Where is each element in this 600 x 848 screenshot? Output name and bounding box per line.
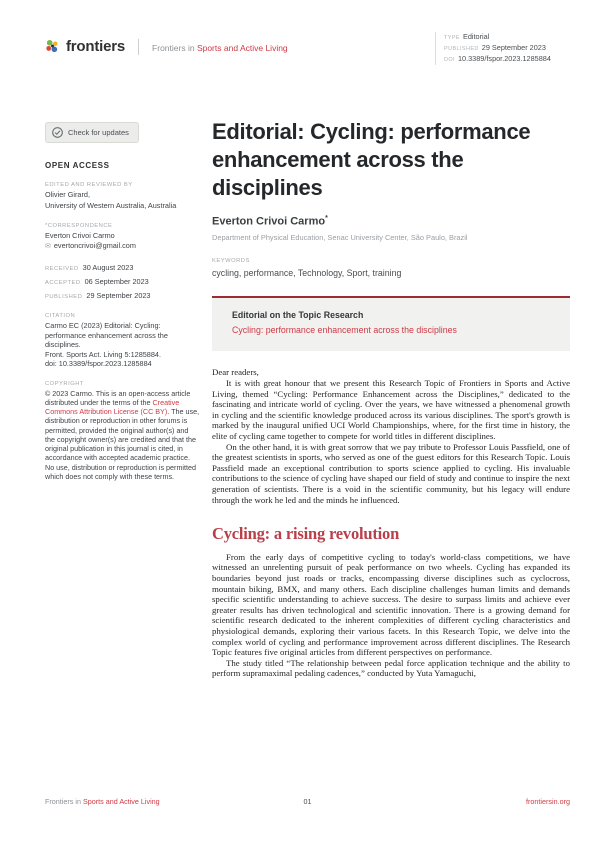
- journal-title: [152, 41, 288, 53]
- citation-label: CITATION: [45, 313, 76, 320]
- cc-by-license-link[interactable]: Creative Commons Attribution License (CC BY): [45, 398, 180, 417]
- check-for-updates-label: Check for updates: [68, 128, 129, 137]
- correspondence-name: Everton Crivoi Carmo: [45, 230, 115, 240]
- footer-journal-prefix: Frontiers in: [45, 797, 81, 806]
- copyright-text: [45, 389, 200, 481]
- brand-divider: [138, 39, 139, 55]
- envelope-icon: ✉: [45, 243, 51, 251]
- editor-affiliation: University of Western Australia, Australia: [45, 201, 177, 211]
- page-footer: [45, 797, 570, 806]
- open-access-badge: OPEN ACCESS: [45, 161, 110, 170]
- check-for-updates-button[interactable]: [45, 122, 139, 143]
- journal-name: Sports and Active Living: [196, 42, 288, 53]
- topic-box-heading: Editorial on the Topic Research: [232, 310, 364, 321]
- author-affiliation: Department of Physical Education, Senac University Center, São Paulo, Brazil: [212, 233, 468, 243]
- received-row: [45, 263, 200, 274]
- section-heading: Cycling: a rising revolution: [212, 524, 400, 544]
- research-topic-link[interactable]: Cycling: performance enhancement across the disciplines: [232, 325, 457, 336]
- published-label: PUBLISHED: [45, 293, 83, 300]
- crossmark-icon: [52, 127, 63, 138]
- article-title: Editorial: Cycling: performance enhancement across the disciplines: [212, 119, 531, 200]
- body-paragraph-3: From the early days of competitive cycling to today's world-class competitions, we have witnessed an unrelenting pursuit of peak performance on two wheels. Cycling has expanded its boundaries beyond just roads or tracks, encompassing diverse disciplines such as cyclocross, mountain biking, BMX, and many others. Each discipline challenges human limits and demands specific scientific understanding to achieve success. The desire to surpass limits and achieve ever greater results has driven technological and scientific innovation. There is a growing demand for scientific research dedicated to the inherent complexities of different cycling characteristics and physiological demands, exploring their various facets. In this Research Topic, we delve into the complex world of cycling and performance improvement across different disciplines. The Research Topic features five original articles from different perspectives on performance.: [212, 551, 570, 658]
- meta-type-label: TYPE: [444, 35, 460, 41]
- meta-type-row: [444, 32, 570, 43]
- meta-doi-row: [444, 54, 570, 65]
- citation-text: Carmo EC (2023) Editorial: Cycling: performance enhancement across the disciplines.: [45, 321, 168, 350]
- body-paragraph-1: It is with great honour that we present this Research Topic of Frontiers in Sports and Active Living, themed “Cycling: Performance Enhancement across the Disciplines,” dedicated to the fascinating and intricate world of cycling. Over the years, we have witnessed a phenomenal growth in cycling and the scientific knowledge produced across its various disciplines. The sport's growth is marked by the inaugural unified UCI World Championships, where, for the first time in history, the elite of cycling came together to compete for world titles in different disciplines.: [212, 378, 570, 442]
- article-body: [212, 367, 570, 678]
- footer-journal: [45, 797, 160, 806]
- salutation: Dear readers,: [212, 367, 259, 378]
- body-paragraph-2: On the other hand, it is with great sorrow that we pay tribute to Professor Louis Passfield, one of the greatest scientists in sports, who served as one of the guest editors for this Research Topic. Louis Passfield made an exceptional contribution to sports science applied to cycling. His invaluable contributions to the science of cycling have shaped our field of study and continue to inspire the next generation of scientists. There is a void in the scientific community, but his legacy will endure through the work he led and the minds he influenced.: [212, 441, 570, 505]
- citation-doi: doi: 10.3389/fspor.2023.1285884: [45, 359, 152, 369]
- frontiers-logo-icon: [45, 39, 60, 54]
- journal-prefix: Frontiers in: [152, 42, 195, 53]
- meta-doi-value: 10.3389/fspor.2023.1285884: [457, 54, 551, 63]
- accepted-value: 06 September 2023: [84, 276, 149, 286]
- brand-block: [45, 32, 288, 55]
- copyright-label: COPYRIGHT: [45, 380, 84, 387]
- keywords-text: cycling, performance, Technology, Sport, training: [212, 268, 402, 279]
- correspondence-label: *CORRESPONDENCE: [45, 222, 113, 229]
- page-header: [45, 32, 570, 65]
- correspondence-email-row: [45, 241, 200, 250]
- accepted-row: [45, 277, 200, 288]
- copyright-text-post: . The use, distribution or reproduction in other forums is permitted, provided the original author(s) and the copyright owner(s) are credited and that the original publication in this journal is cited, in accordance with accepted academic practice. No use, distribution or reproduction is permitted which does not comply with these terms.: [45, 407, 200, 481]
- meta-published-label: PUBLISHED: [444, 46, 479, 52]
- meta-published-row: [444, 43, 570, 54]
- author-correspondence-mark: *: [325, 214, 328, 222]
- citation-journal: Front. Sports Act. Living 5:1285884.: [45, 349, 162, 359]
- article-main-column: [212, 118, 570, 679]
- page-number: 01: [303, 797, 312, 806]
- meta-published-value: 29 September 2023: [481, 43, 546, 52]
- meta-doi-label: DOI: [444, 57, 455, 63]
- frontiers-logo-text: frontiers: [66, 38, 126, 55]
- editorial-topic-box: [212, 296, 570, 351]
- article-meta-block: [435, 32, 570, 65]
- author-name: Everton Crivoi Carmo: [212, 215, 326, 228]
- editor-name: Olivier Girard,: [45, 190, 91, 199]
- received-value: 30 August 2023: [82, 262, 134, 272]
- edited-by-label: EDITED AND REVIEWED BY: [45, 182, 133, 188]
- accepted-label: ACCEPTED: [45, 279, 81, 286]
- received-label: RECEIVED: [45, 265, 79, 272]
- body-paragraph-4: The study titled “The relationship between pedal force application technique and the ability to perform supramaximal pedaling cadences,” conducted by Yuta Yamaguchi,: [212, 657, 570, 679]
- published-value: 29 September 2023: [86, 290, 151, 300]
- article-info-sidebar: [45, 122, 200, 481]
- frontiersin-org-link[interactable]: frontiersin.org: [526, 797, 570, 806]
- copyright-text-pre: © 2023 Carmo. This is an open-access article distributed under the terms of the: [45, 388, 191, 408]
- meta-type-value: Editorial: [462, 32, 490, 41]
- author-line: [212, 215, 570, 228]
- keywords-label: KEYWORDS: [212, 258, 250, 265]
- correspondence-email-link[interactable]: evertoncrivoi@gmail.com: [53, 241, 136, 251]
- footer-journal-name[interactable]: Sports and Active Living: [82, 797, 160, 806]
- published-row: [45, 291, 200, 302]
